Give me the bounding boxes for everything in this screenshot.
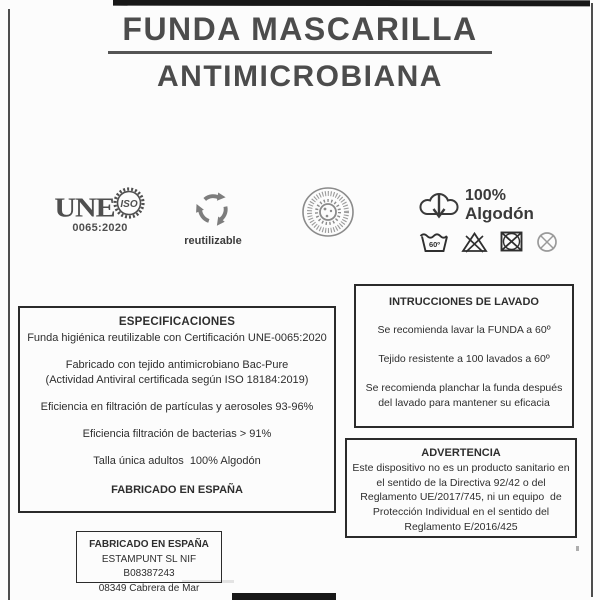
une-code: 0065:2020 xyxy=(72,222,128,234)
wash-line-recommend-60: Se recomienda lavar la FUNDA a 60º xyxy=(377,324,551,336)
wash-line-iron-2: del lavado para mantener su eficacia xyxy=(378,396,550,409)
scan-top-bar xyxy=(113,0,590,6)
wash-60-icon xyxy=(419,230,450,258)
washing-instructions-title: INTRUCCIONES DE LAVADO xyxy=(389,296,539,308)
recycle-logo xyxy=(181,189,245,247)
scan-speck xyxy=(576,546,579,551)
wash-line-100-washes: Tejido resistente a 100 lavados a 60º xyxy=(378,353,550,366)
page-title-line1: FUNDA MASCARILLA xyxy=(108,13,491,54)
spec-line-particle-filtration: Eficiencia en filtración de partículas y aerosoles 93-96% xyxy=(40,400,314,413)
warning-line-5: Reglamento E/2016/425 xyxy=(404,520,518,533)
cotton-label: Algodón xyxy=(465,203,534,223)
warning-title: ADVERTENCIA xyxy=(421,447,501,459)
page-title xyxy=(0,13,600,92)
do-not-tumble-dry-icon xyxy=(499,230,524,258)
spec-line-made-in-spain: FABRICADO EN ESPAÑA xyxy=(111,483,243,496)
iso-starburst-icon xyxy=(112,186,146,225)
scan-bottom-bar xyxy=(232,593,336,600)
spec-line-fabric: Fabricado con tejido antimicrobiano Bac-Pure xyxy=(65,359,289,372)
manufacturer-company: ESTAMPUNT SL NIF B08387243 xyxy=(101,553,202,579)
warning-box xyxy=(345,438,577,538)
spec-line-bacteria-filtration: Eficiencia filtración de bacterias > 91% xyxy=(82,428,272,441)
specifications-box xyxy=(18,306,336,513)
cotton-percent: 100% xyxy=(465,187,506,205)
une-logo-text: UNE xyxy=(54,191,115,223)
une-iso-logo xyxy=(52,190,148,234)
specifications-title: ESPECIFICACIONES xyxy=(118,316,236,328)
recycle-icon xyxy=(190,216,236,233)
iso-text: ISO xyxy=(120,199,138,210)
warning-line-2: el sentido de la Directiva 92/42 o del xyxy=(376,476,546,489)
wash-temp-text: 60º xyxy=(428,240,441,249)
antimicrobial-seal-icon xyxy=(300,185,356,244)
page-title-line2: ANTIMICROBIANA xyxy=(157,59,443,93)
cotton-icon xyxy=(417,185,461,226)
wash-line-iron-1: Se recomienda planchar la funda después xyxy=(365,382,563,395)
scan-left-edge xyxy=(8,9,10,600)
do-not-bleach-icon xyxy=(461,230,488,258)
do-not-dry-clean-icon xyxy=(535,230,559,258)
warning-line-4: Protección Individual en el sentido del xyxy=(372,506,550,519)
spec-line-size: Talla única adultos 100% Algodón xyxy=(93,455,261,468)
washing-instructions-box xyxy=(354,284,574,428)
care-symbols-row xyxy=(419,230,577,258)
scan-right-edge xyxy=(591,3,593,597)
manufacturer-made-in: FABRICADO EN ESPAÑA xyxy=(89,539,209,550)
manufacturer-address: 08349 Cabrera de Mar xyxy=(98,582,200,594)
spec-line-antiviral: (Actividad Antiviral certificada según ISO 18184:2019) xyxy=(45,373,309,386)
spec-line-certification: Funda higiénica reutilizable con Certificación UNE-0065:2020 xyxy=(27,332,327,344)
warning-line-3: Reglamento UE/2017/745, ni un equipo de xyxy=(360,491,562,504)
cotton-logo xyxy=(417,185,577,258)
recycle-label: reutilizable xyxy=(184,235,242,247)
warning-line-1: Este dispositivo no es un producto sanitario en xyxy=(352,462,570,474)
manufacturer-box xyxy=(76,531,222,594)
